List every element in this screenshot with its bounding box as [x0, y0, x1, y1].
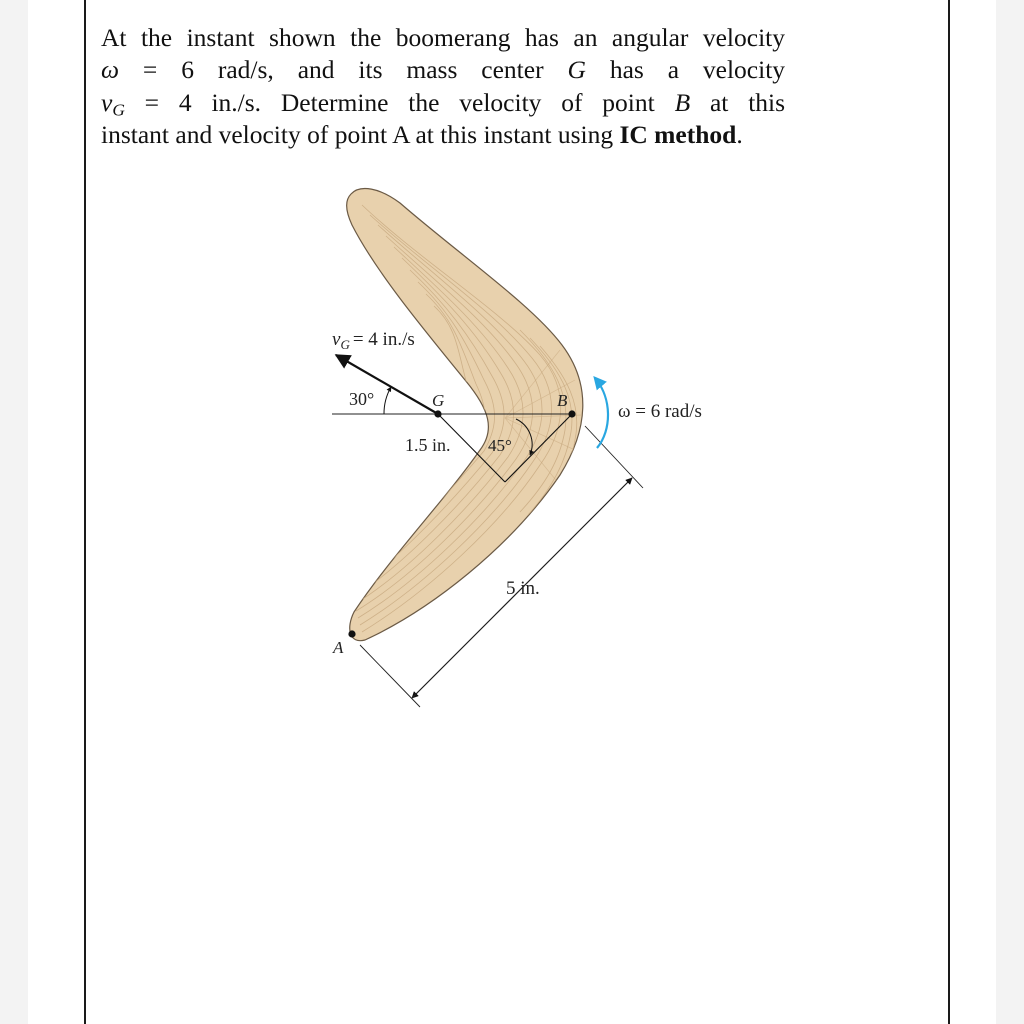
omega-label: ω = 6 rad/s — [618, 401, 702, 422]
point-B-dot — [568, 410, 575, 417]
boomerang-body — [347, 188, 583, 640]
dim-5-extension-bottom — [360, 645, 420, 707]
problem-line-2: ω = 6 rad/s, and its mass center G has a velocity — [101, 55, 786, 85]
symbol-B: B — [674, 87, 691, 117]
dim-5-extension-top — [585, 426, 643, 488]
dim-5-label: 5 in. — [506, 578, 540, 599]
angle-30-label: 30° — [349, 389, 375, 409]
angle-30-arc — [384, 387, 391, 414]
point-G-dot — [434, 410, 441, 417]
symbol-G: G — [567, 55, 586, 85]
point-A-dot — [348, 630, 355, 637]
angle-45-label: 45° — [488, 436, 512, 455]
label-G: G — [432, 391, 445, 410]
omega-symbol: ω — [101, 55, 120, 85]
omega-arrow — [595, 378, 608, 448]
dim-1-5-label: 1.5 in. — [405, 435, 451, 455]
label-B: B — [557, 391, 568, 410]
vg-label: $v_G = 4$ in./s — [332, 329, 415, 352]
label-A: A — [333, 638, 344, 657]
problem-line-4: instant and velocity of point A at this instant using IC method. — [101, 119, 743, 149]
problem-line-1: At the instant shown the boomerang has an angular velocity — [101, 23, 785, 52]
problem-line-3: $v_G = 4$ in./s. Determine the velocity of point B at this — [101, 87, 786, 119]
ic-method-emphasis: IC method — [619, 119, 737, 149]
